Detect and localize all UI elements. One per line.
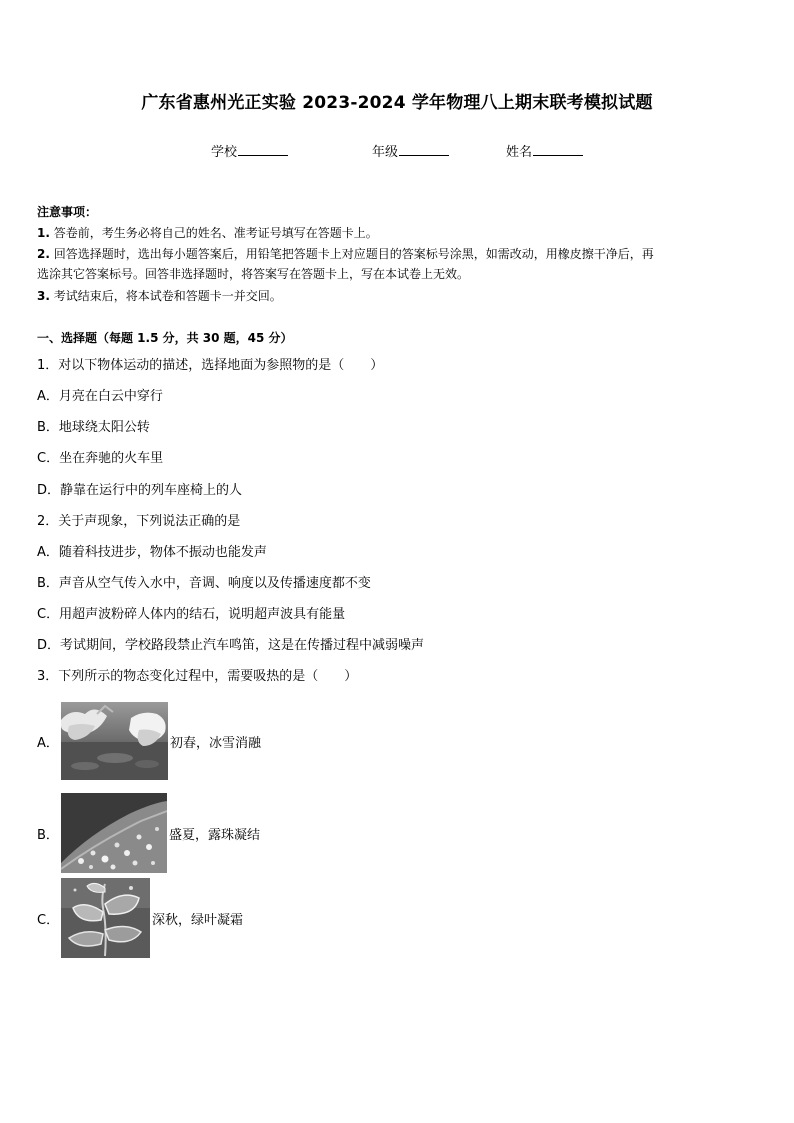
name-field xyxy=(506,141,583,160)
question-3-option-a xyxy=(37,702,261,780)
question-3-option-c-letter: C． xyxy=(37,912,60,928)
section-heading: 一、选择题（每题 1.5 分，共 30 题，45 分） xyxy=(37,331,293,345)
question-1-option-a: A．月亮在白云中穿行 xyxy=(37,389,163,404)
question-1-stem: 1．对以下物体运动的描述，选择地面为参照物的是（ ） xyxy=(37,358,384,373)
question-2-option-d: D．考试期间，学校路段禁止汽车鸣笛，这是在传播过程中减弱噪声 xyxy=(37,638,425,653)
notes-item-3-number: 3. xyxy=(37,289,50,303)
notes-item-1 xyxy=(37,224,378,241)
melting-snow-photo-icon xyxy=(61,702,168,780)
notes-item-2-text: 回答选择题时，选出每小题答案后，用铅笔把答题卡上对应题目的答案标号涂黑，如需改动，用橡皮擦干净后，再 xyxy=(53,247,654,261)
question-3-option-b-letter: B． xyxy=(37,827,59,843)
question-1-option-d: D．静靠在运行中的列车座椅上的人 xyxy=(37,483,243,498)
question-3-stem: 3．下列所示的物态变化过程中，需要吸热的是（ ） xyxy=(37,669,358,684)
page-title: 广东省惠州光正实验 2023-2024 学年物理八上期末联考模拟试题 xyxy=(141,93,653,113)
question-3-option-b xyxy=(37,793,260,873)
name-blank xyxy=(533,143,583,156)
school-field xyxy=(211,141,288,160)
grade-field xyxy=(372,141,449,160)
question-1-option-c: C．坐在奔驰的火车里 xyxy=(37,451,164,466)
notes-item-1-number: 1. xyxy=(37,226,50,240)
grade-label: 年级 xyxy=(372,145,399,160)
notes-item-2-continued: 选涂其它答案标号。回答非选择题时，将答案写在答题卡上，写在本试卷上无效。 xyxy=(37,267,470,281)
question-3-option-c-text: 深秋，绿叶凝霜 xyxy=(152,912,244,928)
notes-item-2-number: 2. xyxy=(37,247,50,261)
frost-leaves-photo-icon xyxy=(61,878,150,958)
grade-blank xyxy=(399,143,449,156)
question-2-option-c: C．用超声波粉碎人体内的结石，说明超声波具有能量 xyxy=(37,607,346,622)
notes-item-1-text: 答卷前，考生务必将自己的姓名、准考证号填写在答题卡上。 xyxy=(53,226,378,240)
dew-drops-photo-icon xyxy=(61,793,167,873)
school-label: 学校 xyxy=(211,145,238,160)
question-3-option-c xyxy=(37,878,243,958)
name-label: 姓名 xyxy=(506,145,533,160)
question-2-option-a: A．随着科技进步，物体不振动也能发声 xyxy=(37,545,267,560)
question-1-option-b: B．地球绕太阳公转 xyxy=(37,420,150,435)
notes-item-2 xyxy=(37,245,654,262)
question-3-option-b-text: 盛夏，露珠凝结 xyxy=(169,827,261,843)
notes-heading: 注意事项： xyxy=(37,205,98,219)
school-blank xyxy=(238,143,288,156)
notes-item-3 xyxy=(37,287,282,304)
question-2-stem: 2．关于声现象，下列说法正确的是 xyxy=(37,514,241,529)
question-3-option-a-text: 初春，冰雪消融 xyxy=(170,735,262,751)
question-2-option-b: B．声音从空气传入水中，音调、响度以及传播速度都不变 xyxy=(37,576,371,591)
notes-item-3-text: 考试结束后，将本试卷和答题卡一并交回。 xyxy=(53,289,282,303)
question-3-option-a-letter: A． xyxy=(37,735,59,751)
